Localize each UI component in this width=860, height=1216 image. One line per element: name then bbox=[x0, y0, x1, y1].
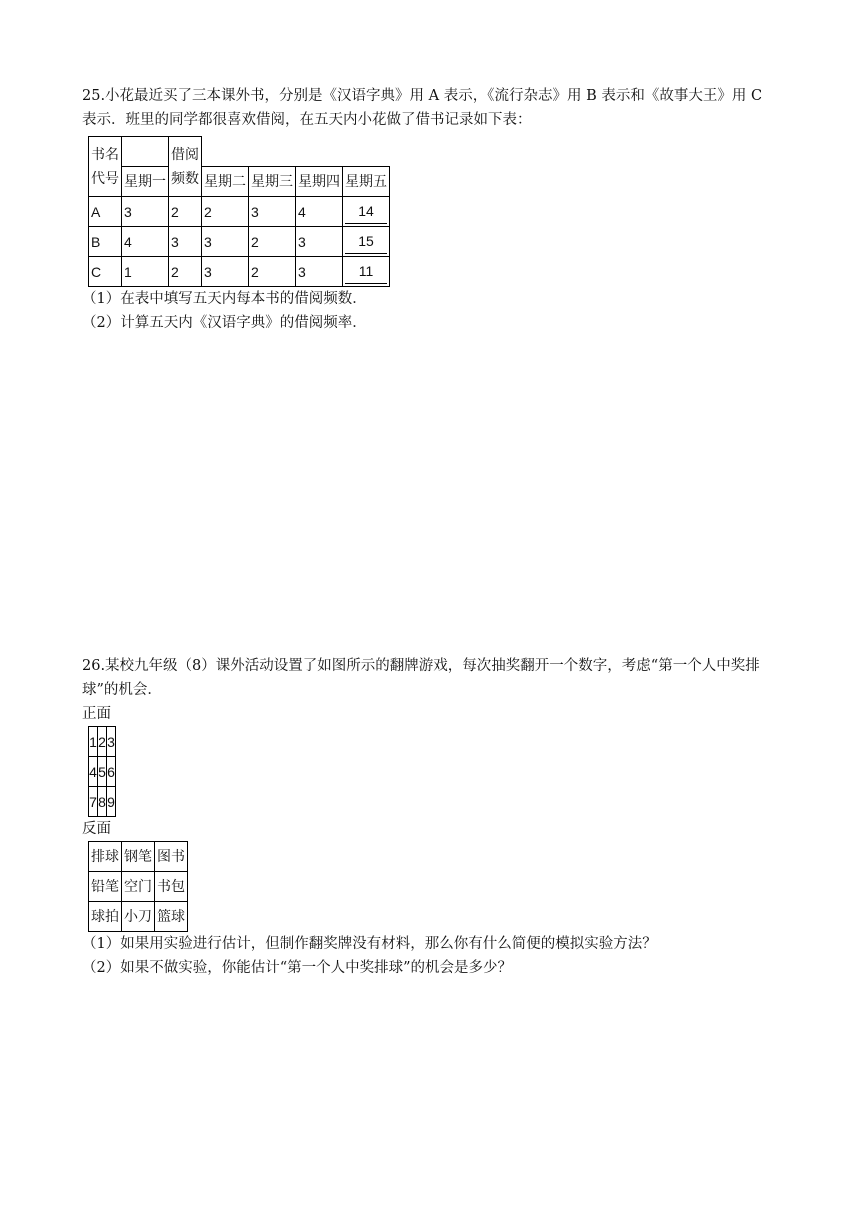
question-26-part-1: （1）如果用实验进行估计，但制作翻奖牌没有材料，那么你有什么简便的模拟实验方法？ bbox=[82, 936, 657, 952]
frequency-cell bbox=[343, 227, 390, 257]
cell-value: 2 bbox=[169, 197, 202, 227]
header-count-label: 频数 bbox=[171, 170, 199, 187]
card-prize: 小刀 bbox=[122, 902, 155, 932]
card-number: 9 bbox=[107, 787, 116, 817]
card-number: 6 bbox=[107, 757, 116, 787]
header-book-code bbox=[89, 137, 122, 197]
cell-value: 3 bbox=[202, 257, 249, 287]
header-monday: 星期一 bbox=[122, 167, 169, 197]
cell-value: 3 bbox=[169, 227, 202, 257]
question-25 bbox=[82, 84, 782, 335]
cell-value: 4 bbox=[122, 227, 169, 257]
question-25-part-2: （2）计算五天内《汉语字典》的借阅频率． bbox=[82, 315, 367, 331]
card-prize: 空门 bbox=[122, 872, 155, 902]
question-26-stem-line-2: 球”的机会． bbox=[82, 682, 162, 698]
header-thursday: 星期四 bbox=[296, 167, 343, 197]
card-back-grid bbox=[88, 841, 188, 932]
cell-value: 2 bbox=[249, 227, 296, 257]
row-code: B bbox=[89, 227, 122, 257]
table-row-b bbox=[89, 227, 390, 257]
card-prize: 球拍 bbox=[89, 902, 122, 932]
card-prize: 排球 bbox=[89, 842, 122, 872]
question-26-stem-line-1: 26.某校九年级（8）课外活动设置了如图所示的翻牌游戏，每次抽奖翻开一个数字，考虑“第一个人中奖排 bbox=[82, 658, 760, 674]
header-borrow-label: 借阅 bbox=[171, 146, 199, 163]
back-label: 反面 bbox=[82, 821, 111, 837]
frequency-answer: 11 bbox=[345, 259, 387, 284]
card-number: 5 bbox=[98, 757, 107, 787]
cell-value: 3 bbox=[296, 257, 343, 287]
cell-value: 3 bbox=[202, 227, 249, 257]
cell-value: 4 bbox=[296, 197, 343, 227]
row-code: C bbox=[89, 257, 122, 287]
frequency-cell bbox=[343, 197, 390, 227]
cell-value: 2 bbox=[249, 257, 296, 287]
table-row-a bbox=[89, 197, 390, 227]
header-blank-cell bbox=[122, 137, 169, 167]
question-25-stem-line-1: 25.小花最近买了三本课外书，分别是《汉语字典》用 A 表示，《流行杂志》用 B 表示和《故事大王》用 C bbox=[82, 88, 763, 104]
frequency-answer: 15 bbox=[345, 229, 387, 254]
card-number: 7 bbox=[89, 787, 98, 817]
card-prize: 篮球 bbox=[155, 902, 188, 932]
header-wednesday: 星期三 bbox=[249, 167, 296, 197]
cell-value: 2 bbox=[202, 197, 249, 227]
front-label: 正面 bbox=[82, 706, 111, 722]
card-number: 8 bbox=[98, 787, 107, 817]
question-25-stem-line-2: 表示．班里的同学都很喜欢借阅，在五天内小花做了借书记录如下表： bbox=[82, 112, 532, 128]
cell-value: 3 bbox=[249, 197, 296, 227]
frequency-answer: 14 bbox=[345, 199, 387, 224]
card-front-grid bbox=[88, 726, 116, 817]
table-row-c bbox=[89, 257, 390, 287]
cell-value: 1 bbox=[122, 257, 169, 287]
borrow-record-table bbox=[88, 136, 390, 287]
card-number: 3 bbox=[107, 727, 116, 757]
card-number: 4 bbox=[89, 757, 98, 787]
header-code-label: 代号 bbox=[91, 170, 119, 187]
frequency-cell bbox=[343, 257, 390, 287]
cell-value: 2 bbox=[169, 257, 202, 287]
header-book-label: 书名 bbox=[91, 146, 119, 163]
card-prize: 书包 bbox=[155, 872, 188, 902]
card-prize: 钢笔 bbox=[122, 842, 155, 872]
header-friday: 星期五 bbox=[343, 167, 390, 197]
question-25-part-1: （1）在表中填写五天内每本书的借阅频数． bbox=[82, 291, 367, 307]
question-26-part-2: （2）如果不做实验，你能估计“第一个人中奖排球”的机会是多少？ bbox=[82, 960, 513, 976]
cell-value: 3 bbox=[296, 227, 343, 257]
header-frequency bbox=[169, 137, 202, 197]
card-prize: 铅笔 bbox=[89, 872, 122, 902]
card-prize: 图书 bbox=[155, 842, 188, 872]
header-tuesday: 星期二 bbox=[202, 167, 249, 197]
row-code: A bbox=[89, 197, 122, 227]
card-number: 2 bbox=[98, 727, 107, 757]
question-26 bbox=[82, 654, 782, 980]
card-number: 1 bbox=[89, 727, 98, 757]
cell-value: 3 bbox=[122, 197, 169, 227]
